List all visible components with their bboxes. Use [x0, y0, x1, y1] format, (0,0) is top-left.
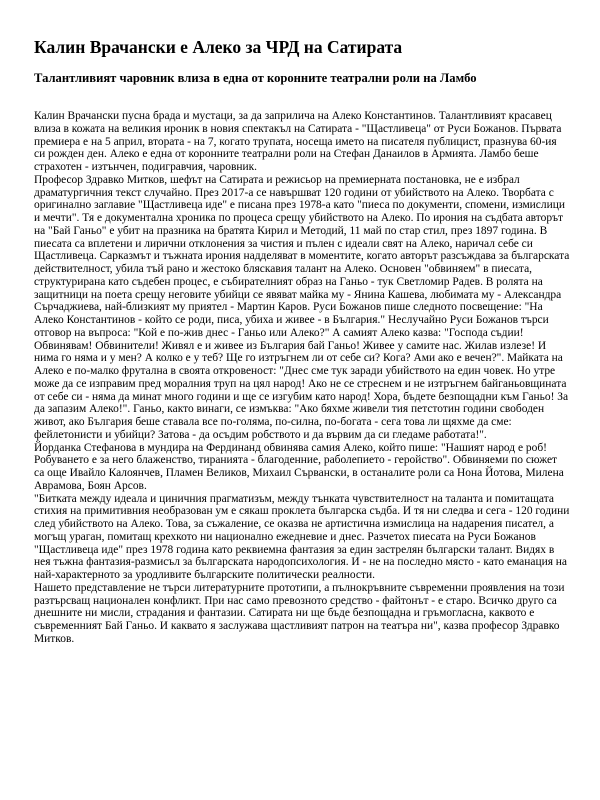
paragraph-director: Професор Здравко Митков, шефът на Сатирата и режисьор на премиерната постановка, не е избрал драматургичния текст случайно. През 2017-а се навършват 120 години от убийството на Алеко. Творбата с оригинално заглавие "Щастливеца иде" е писана през 1978-а като "пиеса по документи, спомени, измислици и мечти". Тя е документална хроника по процеса срещу убийството на Алеко. По ирония на съдбата авторът на "Бай Ганьо" е убит на празника на братята Кирил и Методий, 11 май по стар стил, през 1897 година. В пиесата са вплетени и лирични отклонения за чистия и пълен с идеали свят на Алеко, наричал себе си Щастливеца. Сарказмът и тъжната ирония надделяват в моментите, когато авторът разсъждава за българската действителност, убила тъй рано и жестоко бляскавия талант на Алеко. Основен "обвиняем" в пиесата, структурирана като съдебен процес, е събирателният образ на Ганьо - тук Светломир Радев. В ролята на защитници на поета срещу неговите убийци се явяват майка му - Янина Кашева, любимата му - Александра Сърчаджиева, най-близкият му приятел - Мартин Каров. Руси Божанов пише следното посвещение: "На Алеко Константинов - който се роди, писа, убиха и живее - в България." Неслучайно Руси Божанов търси отговор на въпроса: "Кой е по-жив днес - Ганьо или Алеко?" А самият Алеко казва: "Господа съдии! Обвинявам! Обвинители! Живял е и живее из България бай Ганьо! Живее у самите нас. Жилав излезе! И нима го няма и у мен? А колко е у теб? Ще го изтръгнем ли от себе си? Кога? Ами ако е вечен?". Майката на Алеко е по-малко фрутална в своята откровеност: "Днес сме тук заради убийството на един човек. Но утре може да се изправим пред моралния труп на цял народ! Ако не се стреснем и не изтръгнем байганьовщината от себе си - няма да минат много години и ще се изгубим като народ! Хора, бъдете безпощадни към Ганьо! За да запазим Алеко!". Ганьо, както винаги, се измъква: "Ако бяхме живели тия петстотин години свободен живот, ако България беше ставала все по-голяма, по-силна, по-богата - сега това ли щяхме да сме: фейлетонисти и убийци? Затова - да осъдим робството и да вървим да си гледаме работата!". [34, 173, 570, 441]
article-title: Калин Врачански е Алеко за ЧРД на Сатирата [34, 37, 403, 57]
article-header [34, 36, 570, 86]
article-subtitle: Талантливият чаровник влиза в една от коронните театрални роли на Ламбо [34, 71, 477, 85]
paragraph-quote: "Битката между идеала и циничния прагматизъм, между тънката чувствителност на таланта и помитащата стихия на примитивния необразован ум е сякаш проклета българска съдба. И тя ни следва и сега - 120 години след убийството на Алеко. Това, за съжаление, се оказва не артистична измислица на надарения писател, а могъщ ураган, помитащ крехкото ни национално ежедневие и днес. Разчетох пиесата на Руси Божанов "Щастливеца иде" през 1978 година като реквиемна фантазия за един застрелян български талант. Видях в нея тъжна фантазия-размисъл за българската народопсихология. И - не на последно място - като еманация на най-характерното за уродливите българските политически реалности. [34, 492, 570, 581]
paragraph-intro: Калин Врачански пусна брада и мустаци, за да заприлича на Алеко Константинов. Талантливият красавец влиза в кожата на великия ироник в новия спектакъл на Сатирата - "Щастливеца" от Руси Божанов. Първата премиера е на 5 април, втората - на 7, когато трупата, носеща името на писателя публицист, празнува 60-ия си рожден ден. Алеко е една от коронните театрални роли на Стефан Данаилов в Армията. Ламбо беше страхотен - изтънчен, подигравчия, чаровник. [34, 110, 562, 173]
paragraph-closing: Нашето представление не търси литературните прототипи, а пълнокръвните съвременни проявления на този разтърсващ национален конфликт. При нас само превозното средство - файтонът - е старо. Всичко друго са днешните ни мисли, страдания и фантазии. Сатирата ни ще бъде безпощадна и гръмогласна, каквото е съвременният Бай Ганьо. И каквато я заслужава щастливият патрон на театъра ни", казва професор Здравко Митков. [34, 581, 565, 645]
paragraph-cast: Йорданка Стефанова в мундира на Фердинанд обвинява самия Алеко, който пише: "Нашият народ е роб! Робуването е за него блаженство, тиранията - благоденние, раболепието - геройство". Обвиняеми по сюжет са още Ивайло Калоянчев, Пламен Великов, Михаил Сървански, в останалите роли са Нона Йотова, Милена Аврамова, Боян Арсов. [34, 441, 564, 492]
article-body [34, 110, 570, 646]
